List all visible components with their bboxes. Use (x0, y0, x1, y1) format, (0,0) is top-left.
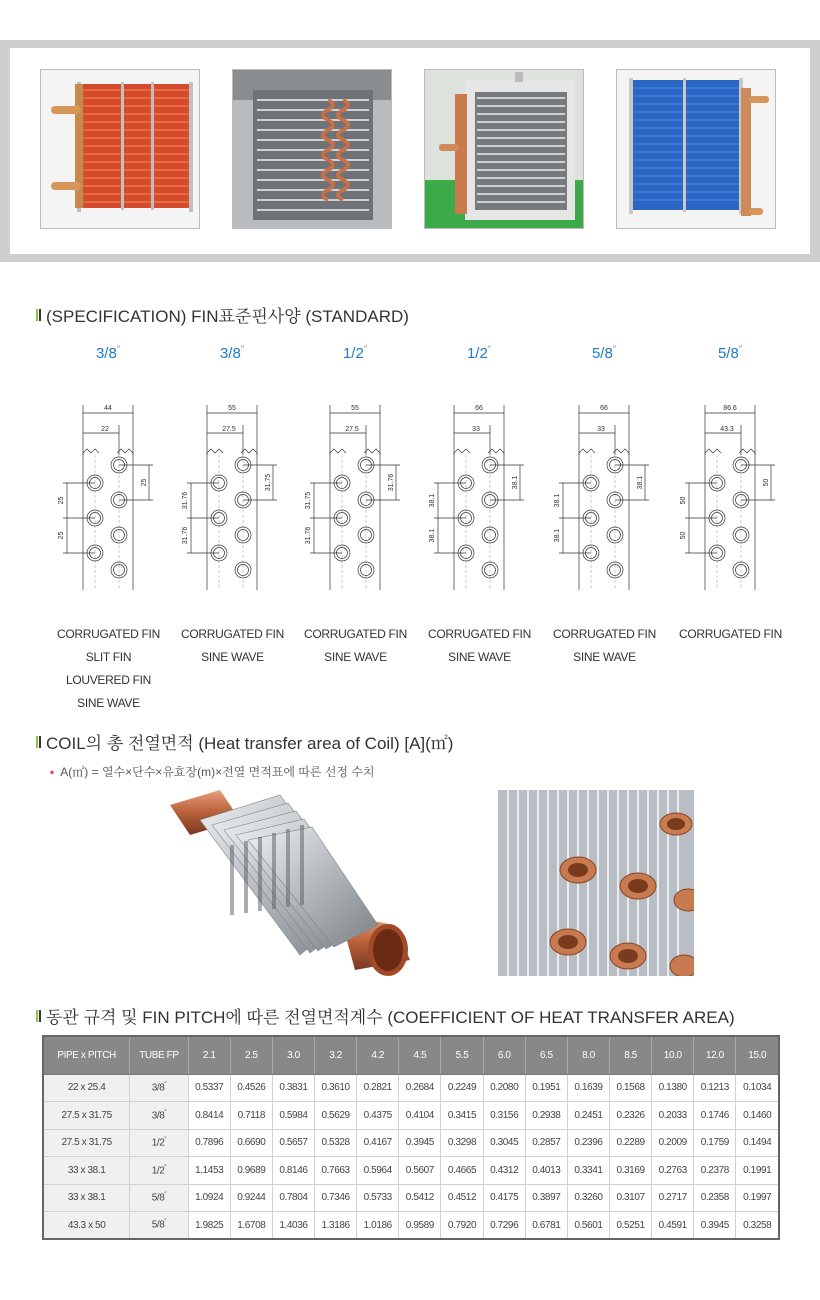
inch-mark: ″ (164, 1164, 167, 1171)
table-body (43, 1074, 779, 1239)
table-header-cell: 8.0 (567, 1036, 609, 1074)
fin-edge (454, 449, 470, 453)
right-dimension-text: 50 (763, 478, 770, 487)
fin-size-text: 3/8 (95, 345, 117, 362)
coefficient-cell: 0.5657 (272, 1129, 314, 1157)
coefficient-cell: 0.7346 (315, 1184, 357, 1212)
table-row (43, 1129, 779, 1157)
coefficient-cell: 1.9825 (188, 1212, 230, 1240)
fin-size-label (700, 344, 760, 362)
coefficient-cell: 0.2396 (567, 1129, 609, 1157)
pipe-pitch-cell: 33 x 38.1 (43, 1157, 130, 1185)
coefficient-cell: 0.3897 (525, 1184, 567, 1212)
section-title-coefficient (36, 1003, 735, 1028)
table-row (43, 1157, 779, 1185)
coefficient-cell: 0.1213 (694, 1074, 736, 1102)
table-header-cell: 2.5 (230, 1036, 272, 1074)
tube-size-cell (130, 1129, 188, 1157)
coefficient-cell: 0.5251 (610, 1212, 652, 1240)
coefficient-cell: 0.9589 (399, 1212, 441, 1240)
coefficient-cell: 0.2684 (399, 1074, 441, 1102)
section-title-heat-transfer-area (36, 729, 453, 754)
tube-size-text: 1/2 (151, 1137, 165, 1149)
top-dimension-text: 44 (104, 405, 112, 412)
fin-edge (579, 449, 595, 453)
fin-type-label: SINE WAVE (573, 650, 636, 664)
section-title-specification (36, 302, 409, 327)
coefficient-cell: 0.5328 (315, 1129, 357, 1157)
tube-size-cell (130, 1184, 188, 1212)
coefficient-cell: 0.2378 (694, 1157, 736, 1185)
coefficient-cell: 0.2821 (357, 1074, 399, 1102)
inch-mark: ″ (487, 344, 492, 354)
half-dimension-text: 43.3 (720, 426, 734, 433)
coefficient-cell: 0.9689 (230, 1157, 272, 1185)
coefficient-cell: 0.4104 (399, 1102, 441, 1130)
fin-type-list (170, 623, 295, 669)
coefficient-cell: 1.0924 (188, 1184, 230, 1212)
pipe-pitch-cell: 33 x 38.1 (43, 1184, 130, 1212)
half-dimension-text: 33 (472, 426, 480, 433)
inch-mark: ″ (240, 344, 245, 354)
fin-edge (207, 449, 223, 453)
coefficient-cell: 0.2717 (652, 1184, 694, 1212)
coefficient-cell: 0.1460 (736, 1102, 779, 1130)
fin-dimension-drawing (424, 395, 534, 595)
coefficient-cell: 0.4665 (441, 1157, 483, 1185)
pipe-pitch-cell: 43.3 x 50 (43, 1212, 130, 1240)
coil-photo-orange (40, 69, 200, 229)
product-photo-band (0, 40, 820, 262)
coefficient-cell: 0.5607 (399, 1157, 441, 1185)
left-dimension-text: 25 (58, 496, 65, 505)
table-header-cell: 10.0 (652, 1036, 694, 1074)
table-row (43, 1184, 779, 1212)
fin-edge (364, 449, 380, 453)
fin-dimension-drawing (53, 395, 163, 595)
half-dimension-text: 27.5 (345, 426, 359, 433)
section-marker-icon (36, 308, 42, 322)
fin-size-text: 5/8 (591, 345, 613, 362)
coefficient-cell: 1.0186 (357, 1212, 399, 1240)
coefficient-table (42, 1035, 780, 1240)
fin-diagram (424, 395, 534, 595)
fin-dimension-drawing (675, 395, 785, 595)
fin-type-list (293, 623, 418, 669)
fin-size-text: 1/2 (342, 345, 364, 362)
fin-type-list (46, 623, 171, 715)
coefficient-cell: 0.3156 (483, 1102, 525, 1130)
coefficient-cell: 0.5412 (399, 1184, 441, 1212)
coefficient-cell: 0.2289 (610, 1129, 652, 1157)
section-title-text: 동관 규격 및 FIN PITCH에 따른 전열면적계수 (COEFFICIENT OF HEAT TRANSFER AREA) (46, 1008, 735, 1027)
coefficient-cell: 0.7920 (441, 1212, 483, 1240)
table-header-cell: 2.1 (188, 1036, 230, 1074)
coefficient-cell: 0.5984 (272, 1102, 314, 1130)
coefficient-cell: 0.7804 (272, 1184, 314, 1212)
tube-size-text: 5/8 (151, 1192, 165, 1204)
half-dimension-text: 33 (597, 426, 605, 433)
fin-type-label: CORRUGATED FIN (553, 627, 656, 641)
coefficient-cell: 0.4312 (483, 1157, 525, 1185)
coefficient-cell: 1.6708 (230, 1212, 272, 1240)
formula-note (50, 763, 375, 780)
coefficient-cell: 0.3831 (272, 1074, 314, 1102)
table-header-cell: 5.5 (441, 1036, 483, 1074)
coil-photo-blue (616, 69, 776, 229)
fin-type-label: SINE WAVE (77, 696, 140, 710)
coil-photo-aluminum-copper (232, 69, 392, 229)
left-dimension-text: 31.76 (305, 526, 312, 545)
fin-type-list (542, 623, 667, 669)
coefficient-cell: 0.2080 (483, 1074, 525, 1102)
bullet-icon: ▪ (50, 765, 55, 779)
right-dimension-text: 38.1 (637, 475, 644, 490)
inch-mark: ″ (164, 1137, 167, 1144)
table-header-cell: 6.5 (525, 1036, 567, 1074)
right-dimension-text: 31.75 (265, 473, 272, 492)
coefficient-cell: 0.3341 (567, 1157, 609, 1185)
coefficient-cell: 0.6781 (525, 1212, 567, 1240)
coefficient-cell: 0.9244 (230, 1184, 272, 1212)
section-marker-icon (36, 735, 42, 749)
table-header-cell: 3.0 (272, 1036, 314, 1074)
tube-size-text: 5/8 (151, 1219, 165, 1231)
fin-size-label (325, 344, 385, 362)
fin-size-text: 3/8 (219, 345, 241, 362)
coefficient-cell: 0.3415 (441, 1102, 483, 1130)
coefficient-cell: 0.1991 (736, 1157, 779, 1185)
fin-edge (117, 449, 133, 453)
coefficient-cell: 0.3169 (610, 1157, 652, 1185)
right-dimension-text: 25 (141, 478, 148, 487)
coefficient-cell: 0.5733 (357, 1184, 399, 1212)
table-header-cell: 4.5 (399, 1036, 441, 1074)
coefficient-cell: 0.4175 (483, 1184, 525, 1212)
coefficient-cell: 0.8146 (272, 1157, 314, 1185)
left-dimension-text: 50 (680, 496, 687, 505)
fin-edge (705, 449, 721, 453)
inch-mark: ″ (363, 344, 368, 354)
fin-size-label (78, 344, 138, 362)
fin-type-label: CORRUGATED FIN (679, 627, 782, 641)
right-dimension-text: 38.1 (512, 475, 519, 490)
coefficient-cell: 0.5601 (567, 1212, 609, 1240)
coefficient-cell: 0.3298 (441, 1129, 483, 1157)
table-header-cell: 3.2 (315, 1036, 357, 1074)
half-dimension-text: 22 (101, 426, 109, 433)
table-header-cell: 6.0 (483, 1036, 525, 1074)
table-row (43, 1102, 779, 1130)
coefficient-cell: 0.1494 (736, 1129, 779, 1157)
coefficient-cell: 0.8414 (188, 1102, 230, 1130)
tube-size-cell (130, 1157, 188, 1185)
fin-type-label: CORRUGATED FIN (57, 627, 160, 641)
inch-mark: ″ (164, 1219, 167, 1226)
table-row (43, 1074, 779, 1102)
fin-diagram (53, 395, 163, 595)
inch-mark: ″ (612, 344, 617, 354)
tube-size-cell (130, 1212, 188, 1240)
coefficient-cell: 0.3045 (483, 1129, 525, 1157)
fin-edge (613, 449, 629, 453)
coefficient-cell: 1.4036 (272, 1212, 314, 1240)
table-header-row (43, 1036, 779, 1074)
coefficient-cell: 0.4167 (357, 1129, 399, 1157)
coefficient-cell: 0.2249 (441, 1074, 483, 1102)
tube-size-text: 1/2 (151, 1164, 165, 1176)
coefficient-cell: 0.2326 (610, 1102, 652, 1130)
fin-size-label (574, 344, 634, 362)
product-photo-panel (10, 48, 810, 254)
fin-dimension-drawing (549, 395, 659, 595)
left-dimension-text: 38.1 (429, 493, 436, 508)
fin-diagram (300, 395, 410, 595)
fin-type-label: CORRUGATED FIN (304, 627, 407, 641)
coefficient-cell: 0.3258 (736, 1212, 779, 1240)
fin-edge (739, 449, 755, 453)
coefficient-cell: 0.5337 (188, 1074, 230, 1102)
section-title-text: (SPECIFICATION) FIN표준핀사양 (STANDARD) (46, 307, 409, 326)
coefficient-cell: 0.1759 (694, 1129, 736, 1157)
fin-size-label (202, 344, 262, 362)
table-header-cell: 4.2 (357, 1036, 399, 1074)
inch-mark: ″ (738, 344, 743, 354)
inch-mark: ″ (164, 1192, 167, 1199)
top-dimension-text: 55 (351, 405, 359, 412)
coefficient-cell: 0.5629 (315, 1102, 357, 1130)
table-header-cell: TUBE FP (130, 1036, 188, 1074)
coefficient-cell: 0.4375 (357, 1102, 399, 1130)
coefficient-cell: 0.5964 (357, 1157, 399, 1185)
fin-dimension-drawing (177, 395, 287, 595)
coefficient-cell: 0.2033 (652, 1102, 694, 1130)
fin-diagram (549, 395, 659, 595)
coefficient-cell: 0.7118 (230, 1102, 272, 1130)
right-dimension-text: 31.76 (388, 473, 395, 492)
fin-type-label: CORRUGATED FIN (428, 627, 531, 641)
fin-edge (488, 449, 504, 453)
top-dimension-text: 66 (475, 405, 483, 412)
coefficient-cell: 0.2938 (525, 1102, 567, 1130)
inch-mark: ″ (164, 1109, 167, 1116)
finned-tube-image (160, 785, 425, 980)
left-dimension-text: 31.76 (182, 491, 189, 510)
coefficient-cell: 0.1746 (694, 1102, 736, 1130)
coefficient-cell: 0.4526 (230, 1074, 272, 1102)
coefficient-cell: 0.4591 (652, 1212, 694, 1240)
coefficient-cell: 0.1034 (736, 1074, 779, 1102)
coefficient-cell: 0.7663 (315, 1157, 357, 1185)
formula-note-text: A(㎡) = 열수×단수×유효장(m)×전열 면적표에 따른 선정 수치 (60, 765, 375, 779)
fin-type-list (668, 623, 793, 646)
left-dimension-text: 31.75 (305, 491, 312, 510)
coefficient-cell: 1.1453 (188, 1157, 230, 1185)
coefficient-cell: 0.3945 (694, 1212, 736, 1240)
table-header-cell: 8.5 (610, 1036, 652, 1074)
coefficient-cell: 0.2009 (652, 1129, 694, 1157)
table-header-cell: 12.0 (694, 1036, 736, 1074)
pipe-pitch-cell: 27.5 x 31.75 (43, 1102, 130, 1130)
coefficient-cell: 1.3186 (315, 1212, 357, 1240)
half-dimension-text: 27.5 (222, 426, 236, 433)
table-row (43, 1212, 779, 1240)
coefficient-cell: 0.7296 (483, 1212, 525, 1240)
tube-size-cell (130, 1102, 188, 1130)
left-dimension-text: 38.1 (554, 493, 561, 508)
coefficient-cell: 0.6690 (230, 1129, 272, 1157)
left-dimension-text: 50 (680, 531, 687, 540)
coefficient-cell: 0.2451 (567, 1102, 609, 1130)
left-dimension-text: 25 (58, 531, 65, 540)
top-dimension-text: 66 (600, 405, 608, 412)
left-dimension-text: 31.76 (182, 526, 189, 545)
top-dimension-text: 55 (228, 405, 236, 412)
tube-size-text: 3/8 (151, 1082, 165, 1094)
coefficient-cell: 0.1997 (736, 1184, 779, 1212)
table-header-cell: PIPE x PITCH (43, 1036, 130, 1074)
fin-closeup-image (498, 790, 694, 976)
fin-size-text: 1/2 (466, 345, 488, 362)
coefficient-cell: 0.2857 (525, 1129, 567, 1157)
coefficient-cell: 0.1639 (567, 1074, 609, 1102)
fin-type-label: SLIT FIN (85, 650, 132, 664)
left-dimension-text: 38.1 (429, 528, 436, 543)
fin-diagram (675, 395, 785, 595)
inch-mark: ″ (116, 344, 121, 354)
coefficient-cell: 0.1568 (610, 1074, 652, 1102)
fin-type-label: CORRUGATED FIN (181, 627, 284, 641)
fin-size-text: 5/8 (717, 345, 739, 362)
fin-edge (241, 449, 257, 453)
coefficient-cell: 0.1380 (652, 1074, 694, 1102)
inch-mark: ″ (164, 1082, 167, 1089)
coefficient-cell: 0.3260 (567, 1184, 609, 1212)
pipe-pitch-cell: 27.5 x 31.75 (43, 1129, 130, 1157)
fin-type-label: SINE WAVE (324, 650, 387, 664)
coefficient-cell: 0.3610 (315, 1074, 357, 1102)
coefficient-cell: 0.3107 (610, 1184, 652, 1212)
fin-diagram (177, 395, 287, 595)
tube-size-cell (130, 1074, 188, 1102)
fin-edge (83, 449, 99, 453)
coefficient-cell: 0.4512 (441, 1184, 483, 1212)
fin-type-label: SINE WAVE (201, 650, 264, 664)
fin-dimension-drawing (300, 395, 410, 595)
fin-type-label: LOUVERED FIN (65, 673, 152, 687)
coefficient-cell: 0.4013 (525, 1157, 567, 1185)
fin-size-label (449, 344, 509, 362)
coil-photo-framed (424, 69, 584, 229)
fin-type-list (417, 623, 542, 669)
fin-type-label: SINE WAVE (448, 650, 511, 664)
top-dimension-text: 86.6 (723, 405, 737, 412)
section-title-text: COIL의 총 전열면적 (Heat transfer area of Coil) [A](㎡) (46, 734, 454, 753)
coefficient-cell: 0.1951 (525, 1074, 567, 1102)
section-marker-icon (36, 1009, 42, 1023)
pipe-pitch-cell: 22 x 25.4 (43, 1074, 130, 1102)
tube-size-text: 3/8 (151, 1109, 165, 1121)
coefficient-cell: 0.2358 (694, 1184, 736, 1212)
table-header-cell: 15.0 (736, 1036, 779, 1074)
coefficient-cell: 0.2763 (652, 1157, 694, 1185)
left-dimension-text: 38.1 (554, 528, 561, 543)
fin-edge (330, 449, 346, 453)
coefficient-cell: 0.3945 (399, 1129, 441, 1157)
coefficient-cell: 0.7896 (188, 1129, 230, 1157)
